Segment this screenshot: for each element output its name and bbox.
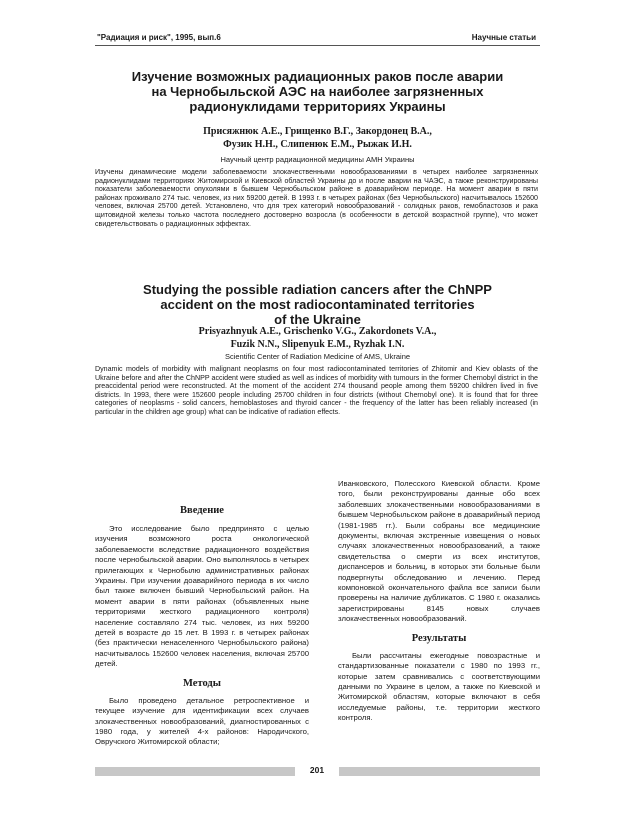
authors-ru-line: Присяжнюк А.Е., Грищенко В.Г., Закордонец В.А., xyxy=(203,126,432,137)
title-en xyxy=(95,282,540,327)
abstract-en: Dynamic models of morbidity with malignant neoplasms on four most radiocontaminated territories of Zhitomir and Kiev oblasts of the Ukraine before and after the ChNPP accident were studied as well as indices of morbidity with tumours in the former Chernobyl district in the preaccidental period were reconstructed. At the moment of the accident 274 thousand people among them 59200 children lived in five districts. In 1993, there were 152600 people including 25700 children in four districts (without Chernobyl one). It is found that for three categories of neoplasms - solid cancers, hemoblastoses and thyroid cancer - the frequency of the latter has been reliably increased (in particular in the children age group) what can be indicative of radiation effects. xyxy=(95,365,538,416)
authors-ru xyxy=(95,125,540,151)
title-ru-line: на Чернобыльской АЭС на наиболее загрязненных xyxy=(151,84,484,99)
title-ru xyxy=(95,69,540,114)
authors-en-line: Fuzik N.N., Slipenyuk E.M., Ryzhak I.N. xyxy=(230,339,405,350)
intro-paragraph: Это исследование было предпринято с целью изучения возможного роста онкологической заболеваемости вследствие радиационного воздействия после чернобыльской аварии. Оно выполнялось в четырех прилегающих к Чернобылю административных районах Украины. При изучении доаварийного периода в их число был также включен бывший Чернобыльский район. На момент аварии в пяти районах (объявленных ныне территориями жесткого радиационного контроля) население составляло 274 тыс. человек, из них 59200 детей в возрасте до 15 лет. В 1993 г. в четырех районах (без практически ненаселенного Чернобыльского района) насчитывалось 152600 человек населения, включая 25700 детей. xyxy=(95,524,309,669)
journal-name: "Радиация и риск", 1995, вып.6 xyxy=(97,33,221,42)
footer-bar-left xyxy=(95,767,295,776)
body-right-column xyxy=(338,479,540,724)
methods-paragraph: Было проведено детальное ретроспективное и текущее изучение для идентификации всех случаев злокачественных новообразований, диагностированных с 1980 года, у жителей 4-х районов: Народичского, Овручского Житомирской области; xyxy=(95,695,309,747)
title-ru-line: Изучение возможных радиационных раков после аварии xyxy=(131,69,504,84)
intro-heading: Введение xyxy=(180,505,224,516)
title-en-line: of the Ukraine xyxy=(274,312,361,327)
title-ru-line: радионуклидами территориях Украины xyxy=(189,99,446,114)
affiliation-ru: Научный центр радиационной медицины АМН Украины xyxy=(220,155,415,164)
abstract-ru: Изучены динамические модели заболеваемости злокачественными новообразованиями в четырех наиболее загрязненных радионуклидами территориях Житомирской и Киевской областей Украины до и после аварии на ЧАЭС, а также реконструированы показатели заболеваемости опухолями в бывшем Чернобыльском районе в доаварийном периоде. На момент аварии в пяти районах проживало 274 тыс. человек, из них 59200 детей. В 1993 г. в четырех районах (без Чернобыльского) насчитывалось 152600 человек, включая 25700 детей. Установлено, что для трех категорий новообразований - солидных раков, гемобластозов и рака щитовидной железы только частота последнего достоверно возросла (в особенности в детской возрастной группе), что может свидетельствовать о радиационных эффектах. xyxy=(95,168,538,228)
affiliation-en: Scientific Center of Radiation Medicine of AMS, Ukraine xyxy=(224,352,411,361)
page-number: 201 xyxy=(309,765,325,775)
authors-en xyxy=(95,325,540,351)
section-name: Научные статьи xyxy=(471,33,536,42)
authors-ru-line: Фузик Н.Н., Слипенюк Е.М., Рыжак И.Н. xyxy=(223,139,412,150)
title-en-line: Studying the possible radiation cancers after the ChNPP xyxy=(143,282,492,297)
body-left-column xyxy=(95,504,309,748)
header-rule xyxy=(95,45,540,46)
title-en-line: accident on the most radiocontaminated territories xyxy=(160,297,475,312)
footer-bar-right xyxy=(339,767,540,776)
results-heading: Результаты xyxy=(411,632,467,644)
results-paragraph: Были рассчитаны ежегодные повозрастные и стандартизованные показатели с 1980 по 1993 гг., которые затем сравнивались с соответствующими данными по Украине в целом, а также по Киевской и Житомирской областям, которые включают в себя исследуемые районы, т.е. территории жесткого контроля. xyxy=(338,650,540,723)
methods-paragraph-continued: Иванковского, Полесского Киевской области. Кроме того, были реконструированы данные обо всех заболевших злокачественными новообразованиями в бывшем Чернобыльском районе в доаварийный период (1981-1985 гг.). Были собраны все медицинские документы, включая экстренные извещения о новых случаях злокачественных новообразований, а также свидетельства о смерти из всех институтов, диспансеров и больниц, в которых эти больные были подвергнуты обследованию и лечению. Перед компоновкой окончательного файла все записи были проверены на наличие дубликатов. С 1980 г. оказались зарегистрированы 8145 новых случаев злокачественных новообразований. xyxy=(338,479,540,624)
methods-heading: Методы xyxy=(183,677,221,689)
authors-en-line: Prisyazhnyuk A.E., Grischenko V.G., Zakordonets V.A., xyxy=(198,326,437,337)
